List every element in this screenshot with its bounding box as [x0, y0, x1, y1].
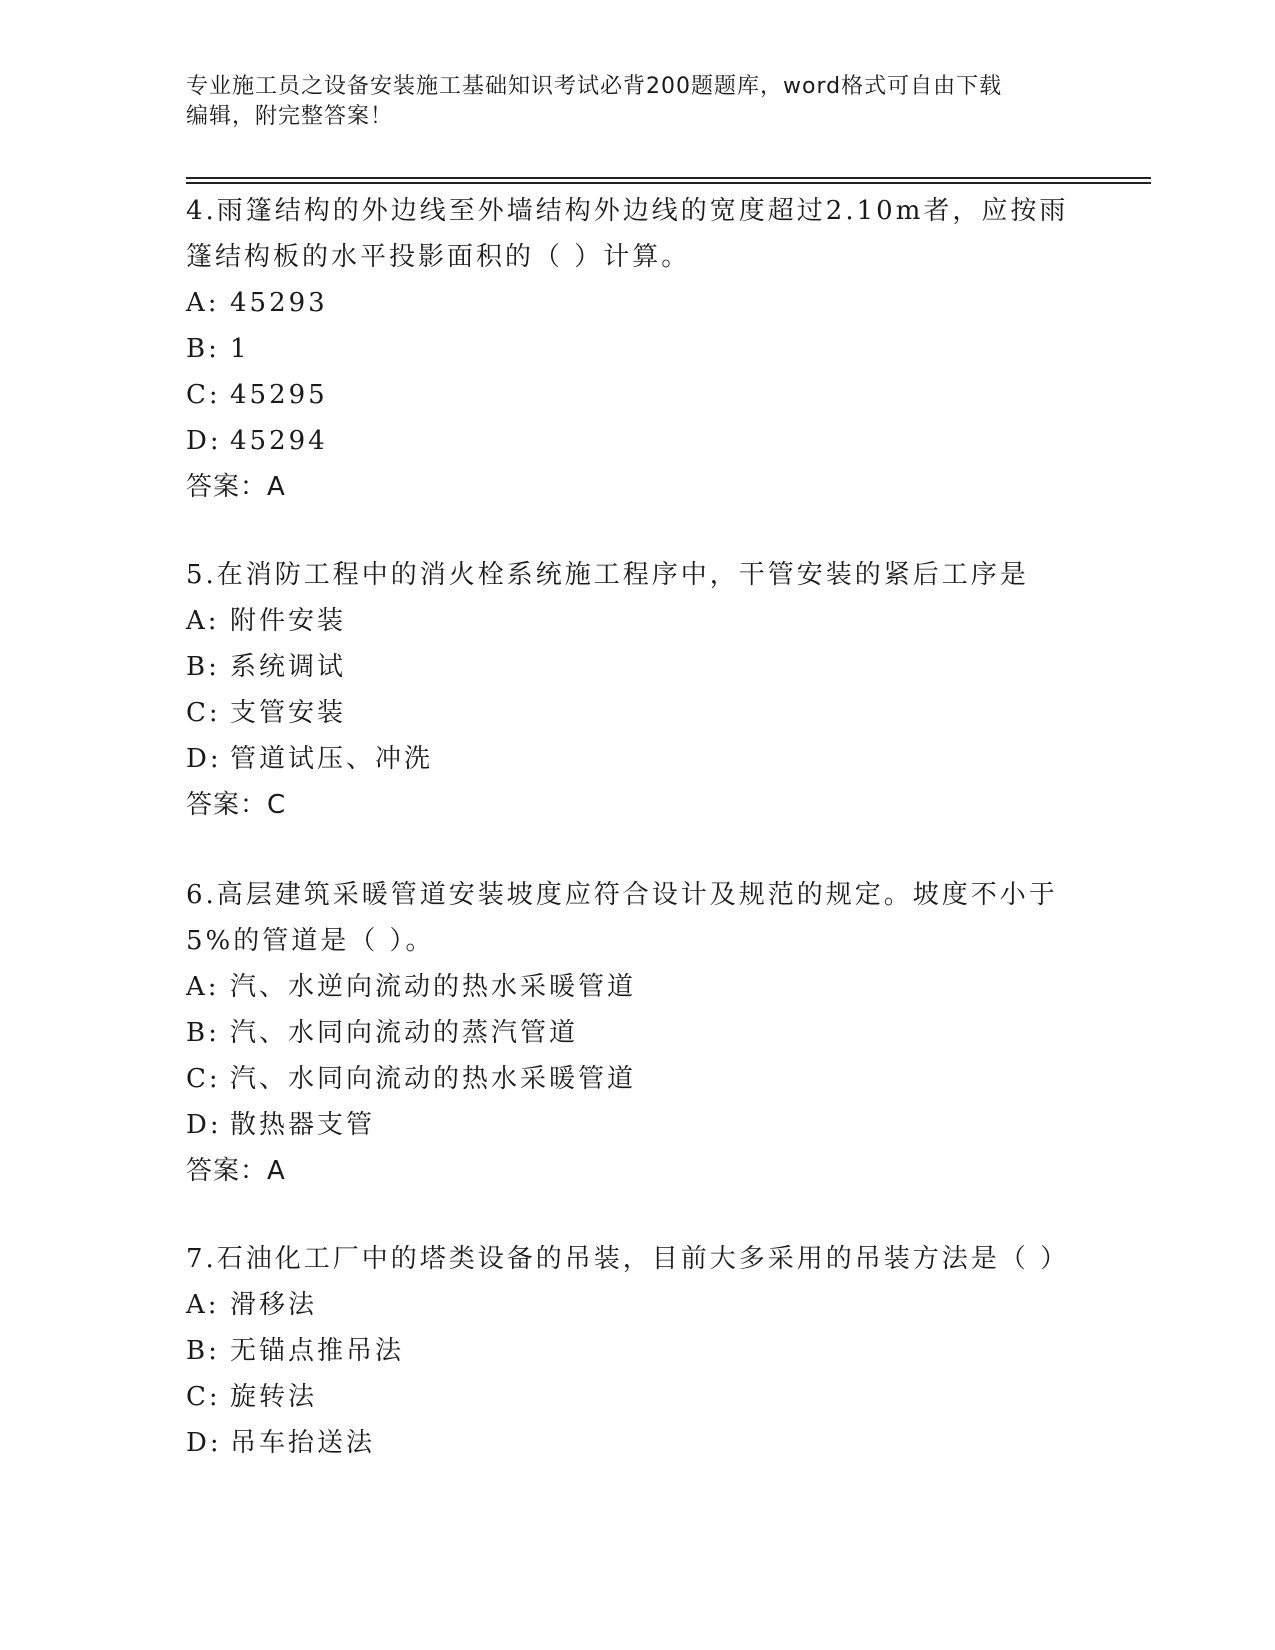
option-text: 散热器支管	[230, 1110, 376, 1140]
option-letter: C:	[186, 1064, 221, 1094]
header-line-1: 专业施工员之设备安装施工基础知识考试必背200题题库，word格式可自由下载	[186, 74, 1003, 99]
option-text: 吊车抬送法	[230, 1428, 376, 1458]
question-stem-line: 篷结构板的水平投影面积的（ ）计算。	[186, 242, 691, 272]
option-d	[186, 736, 1086, 782]
option-letter: A:	[186, 606, 220, 636]
option-b	[186, 644, 1086, 690]
document-header	[186, 72, 1086, 132]
option-text: 滑移法	[230, 1290, 318, 1320]
option-text: 附件安装	[230, 606, 347, 636]
option-letter: A:	[186, 972, 220, 1002]
option-letter: D:	[186, 426, 222, 456]
option-text: 1	[230, 334, 250, 364]
answer-line: 答案：C	[186, 790, 287, 820]
question-4	[186, 188, 1086, 510]
option-a	[186, 964, 1086, 1010]
option-b	[186, 1328, 1086, 1374]
option-c	[186, 1056, 1086, 1102]
header-divider-bottom	[186, 182, 1151, 184]
option-b	[186, 1010, 1086, 1056]
option-letter: B:	[186, 1018, 220, 1048]
option-text: 旋转法	[230, 1382, 318, 1412]
question-stem-line: 4.雨篷结构的外边线至外墙结构外边线的宽度超过2.10m者，应按雨	[186, 196, 1069, 226]
header-line-2: 编辑，附完整答案！	[186, 104, 394, 129]
option-letter: D:	[186, 744, 222, 774]
option-text: 汽、水同向流动的蒸汽管道	[230, 1018, 579, 1048]
answer-line: 答案：A	[186, 472, 286, 502]
option-letter: B:	[186, 334, 220, 364]
option-a	[186, 598, 1086, 644]
option-a	[186, 280, 1086, 326]
option-d	[186, 1420, 1086, 1466]
option-text: 45294	[230, 426, 328, 456]
option-a	[186, 1282, 1086, 1328]
option-b	[186, 326, 1086, 372]
question-5	[186, 552, 1086, 828]
option-text: 系统调试	[230, 652, 347, 682]
option-letter: B:	[186, 652, 220, 682]
question-stem-line: 5%的管道是（ ）。	[186, 926, 435, 956]
option-letter: A:	[186, 288, 220, 318]
option-text: 汽、水同向流动的热水采暖管道	[230, 1064, 637, 1094]
option-d	[186, 418, 1086, 464]
option-text: 管道试压、冲洗	[230, 744, 434, 774]
header-divider-top	[186, 177, 1151, 179]
option-letter: C:	[186, 1382, 221, 1412]
option-c	[186, 372, 1086, 418]
option-d	[186, 1102, 1086, 1148]
option-letter: B:	[186, 1336, 220, 1366]
option-letter: D:	[186, 1110, 222, 1140]
question-7	[186, 1236, 1086, 1466]
answer-line: 答案：A	[186, 1156, 286, 1186]
option-letter: D:	[186, 1428, 222, 1458]
question-stem-line: 7.石油化工厂中的塔类设备的吊装，目前大多采用的吊装方法是（ ）	[186, 1244, 1070, 1274]
question-6	[186, 872, 1086, 1194]
option-text: 支管安装	[230, 698, 347, 728]
option-letter: A:	[186, 1290, 220, 1320]
question-stem-line: 5.在消防工程中的消火栓系统施工程序中，干管安装的紧后工序是	[186, 560, 1029, 590]
option-text: 无锚点推吊法	[230, 1336, 405, 1366]
option-text: 45295	[230, 380, 328, 410]
question-stem-line: 6.高层建筑采暖管道安装坡度应符合设计及规范的规定。坡度不小于	[186, 880, 1058, 910]
option-text: 汽、水逆向流动的热水采暖管道	[230, 972, 637, 1002]
option-text: 45293	[230, 288, 328, 318]
option-c	[186, 690, 1086, 736]
option-letter: C:	[186, 380, 221, 410]
option-letter: C:	[186, 698, 221, 728]
option-c	[186, 1374, 1086, 1420]
